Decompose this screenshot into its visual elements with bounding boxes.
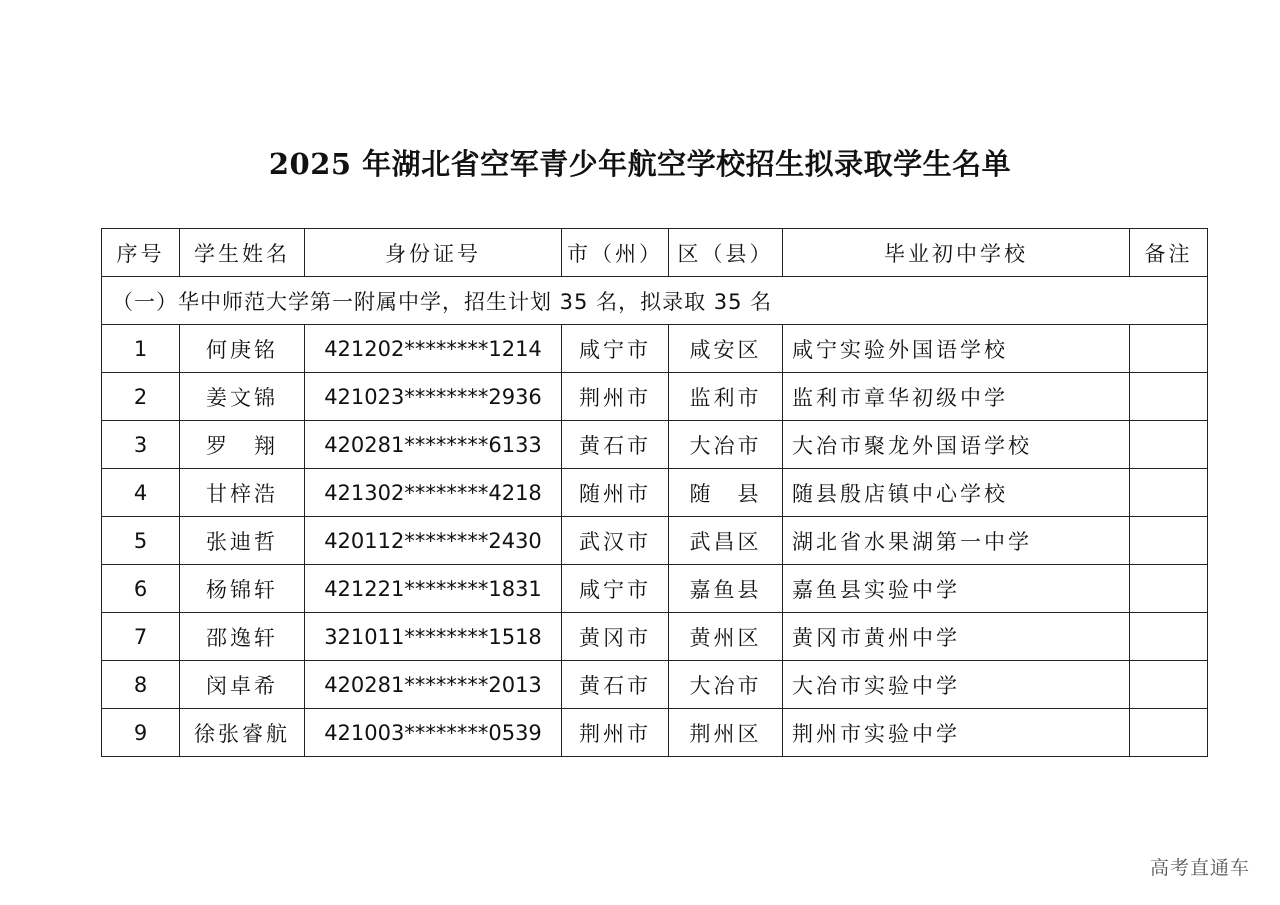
page-title: 2025 年湖北省空军青少年航空学校招生拟录取学生名单 — [268, 147, 1012, 181]
cell-id-number: 421221********1831 — [305, 565, 562, 613]
cell-city: 荆州市 — [562, 709, 669, 757]
cell-student-name: 何庚铭 — [180, 325, 305, 373]
cell-id-number: 421003********0539 — [305, 709, 562, 757]
cell-student-name: 甘梓浩 — [180, 469, 305, 517]
cell-remarks — [1130, 469, 1208, 517]
cell-id-number: 420112********2430 — [305, 517, 562, 565]
cell-city: 黄石市 — [562, 661, 669, 709]
header-student-name: 学生姓名 — [180, 229, 305, 277]
cell-school: 嘉鱼县实验中学 — [783, 565, 1130, 613]
cell-serial: 5 — [102, 517, 180, 565]
cell-student-name: 闵卓希 — [180, 661, 305, 709]
cell-id-number: 421302********4218 — [305, 469, 562, 517]
cell-id-number: 421023********2936 — [305, 373, 562, 421]
header-serial: 序号 — [102, 229, 180, 277]
cell-remarks — [1130, 325, 1208, 373]
cell-district: 监利市 — [669, 373, 783, 421]
cell-district: 大冶市 — [669, 661, 783, 709]
header-school: 毕业初中学校 — [783, 229, 1130, 277]
cell-school: 咸宁实验外国语学校 — [783, 325, 1130, 373]
cell-city: 黄冈市 — [562, 613, 669, 661]
header-remarks: 备注 — [1130, 229, 1208, 277]
cell-city: 黄石市 — [562, 421, 669, 469]
cell-serial: 7 — [102, 613, 180, 661]
cell-serial: 6 — [102, 565, 180, 613]
cell-student-name: 罗 翔 — [180, 421, 305, 469]
cell-remarks — [1130, 565, 1208, 613]
admission-table — [101, 228, 1208, 757]
cell-id-number: 420281********6133 — [305, 421, 562, 469]
cell-city: 武汉市 — [562, 517, 669, 565]
cell-student-name: 邵逸轩 — [180, 613, 305, 661]
cell-school: 随县殷店镇中心学校 — [783, 469, 1130, 517]
section-label: （一）华中师范大学第一附属中学，招生计划 35 名，拟录取 35 名 — [102, 277, 1208, 325]
table-row — [102, 613, 1208, 661]
cell-school: 湖北省水果湖第一中学 — [783, 517, 1130, 565]
cell-remarks — [1130, 373, 1208, 421]
header-city: 市（州） — [562, 229, 669, 277]
cell-district: 黄州区 — [669, 613, 783, 661]
cell-id-number: 421202********1214 — [305, 325, 562, 373]
cell-district: 随 县 — [669, 469, 783, 517]
table-header-row — [102, 229, 1208, 277]
cell-student-name: 徐张睿航 — [180, 709, 305, 757]
cell-district: 武昌区 — [669, 517, 783, 565]
cell-student-name: 张迪哲 — [180, 517, 305, 565]
cell-city: 咸宁市 — [562, 325, 669, 373]
table-row — [102, 565, 1208, 613]
table-row — [102, 661, 1208, 709]
cell-serial: 4 — [102, 469, 180, 517]
cell-school: 荆州市实验中学 — [783, 709, 1130, 757]
cell-serial: 3 — [102, 421, 180, 469]
cell-school: 黄冈市黄州中学 — [783, 613, 1130, 661]
table-row — [102, 325, 1208, 373]
cell-student-name: 杨锦轩 — [180, 565, 305, 613]
table-row — [102, 373, 1208, 421]
cell-remarks — [1130, 709, 1208, 757]
cell-remarks — [1130, 613, 1208, 661]
cell-city: 咸宁市 — [562, 565, 669, 613]
table-row — [102, 469, 1208, 517]
cell-school: 监利市章华初级中学 — [783, 373, 1130, 421]
cell-district: 咸安区 — [669, 325, 783, 373]
table-row — [102, 517, 1208, 565]
cell-district: 大冶市 — [669, 421, 783, 469]
table-row — [102, 421, 1208, 469]
cell-id-number: 420281********2013 — [305, 661, 562, 709]
header-id-number: 身份证号 — [305, 229, 562, 277]
cell-serial: 9 — [102, 709, 180, 757]
watermark-text: 高考直通车 — [1149, 857, 1250, 879]
cell-remarks — [1130, 661, 1208, 709]
cell-id-number: 321011********1518 — [305, 613, 562, 661]
cell-serial: 8 — [102, 661, 180, 709]
header-district: 区（县） — [669, 229, 783, 277]
cell-city: 荆州市 — [562, 373, 669, 421]
cell-student-name: 姜文锦 — [180, 373, 305, 421]
cell-district: 嘉鱼县 — [669, 565, 783, 613]
cell-serial: 1 — [102, 325, 180, 373]
cell-district: 荆州区 — [669, 709, 783, 757]
cell-remarks — [1130, 517, 1208, 565]
cell-city: 随州市 — [562, 469, 669, 517]
cell-remarks — [1130, 421, 1208, 469]
cell-school: 大冶市实验中学 — [783, 661, 1130, 709]
cell-school: 大冶市聚龙外国语学校 — [783, 421, 1130, 469]
cell-serial: 2 — [102, 373, 180, 421]
section-row — [102, 277, 1208, 325]
table-row — [102, 709, 1208, 757]
